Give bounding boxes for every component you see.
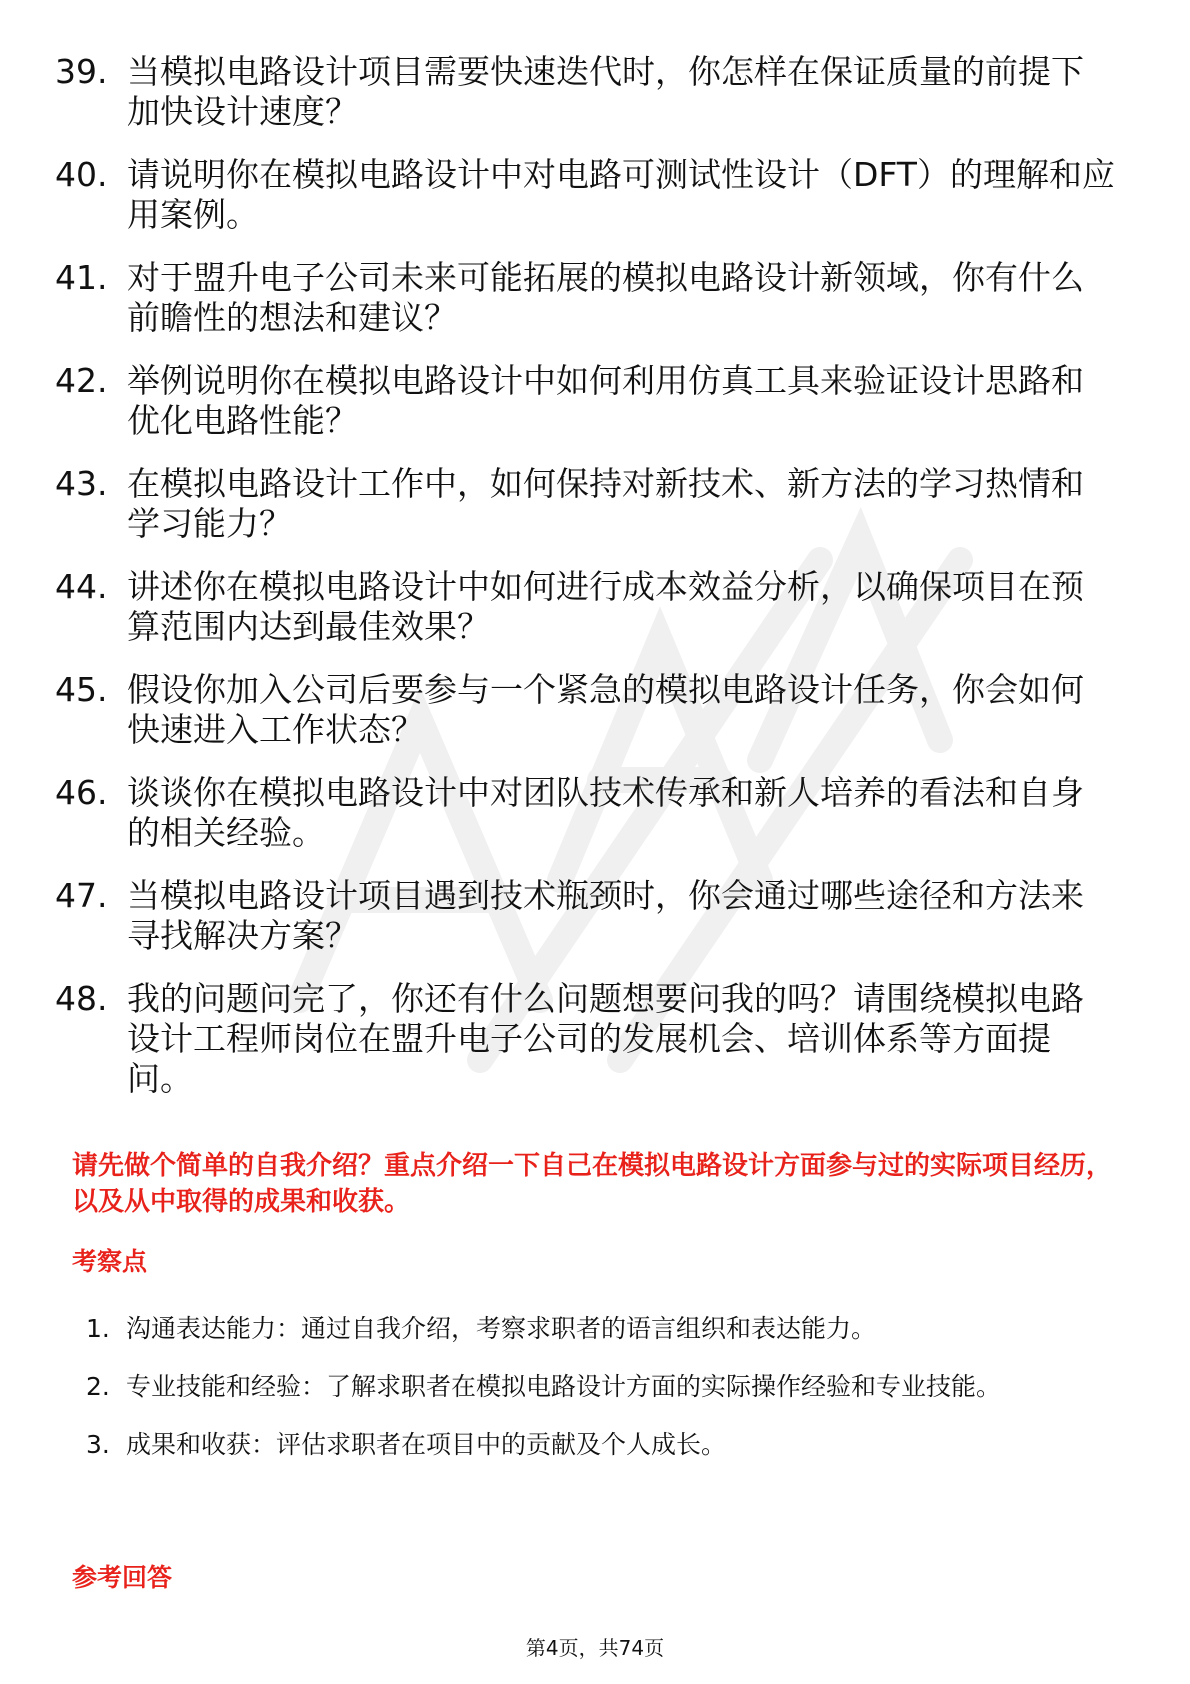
question-number: 42. xyxy=(55,361,108,400)
question-text: 举例说明你在模拟电路设计中如何利用仿真工具来验证设计思路和优化电路性能？ xyxy=(127,361,1084,440)
question-item xyxy=(55,361,1115,441)
question-text: 讲述你在模拟电路设计中如何进行成本效益分析，以确保项目在预算范围内达到最佳效果？ xyxy=(127,567,1084,646)
question-item xyxy=(55,773,1115,853)
question-text: 谈谈你在模拟电路设计中对团队技术传承和新人培养的看法和自身的相关经验。 xyxy=(127,773,1084,852)
point-text: 成果和收获：评估求职者在项目中的贡献及个人成长。 xyxy=(126,1430,727,1459)
question-item xyxy=(55,876,1115,956)
question-text: 当模拟电路设计项目需要快速迭代时，你怎样在保证质量的前提下加快设计速度？ xyxy=(127,52,1084,131)
question-text: 当模拟电路设计项目遇到技术瓶颈时，你会通过哪些途径和方法来寻找解决方案？ xyxy=(127,876,1084,955)
question-list xyxy=(55,52,1115,1122)
question-item xyxy=(55,567,1115,647)
question-item xyxy=(55,258,1115,338)
question-text: 我的问题问完了，你还有什么问题想要问我的吗？请围绕模拟电路设计工程师岗位在盟升电子公司的发展机会、培训体系等方面提问。 xyxy=(127,979,1084,1098)
question-number: 45. xyxy=(55,670,108,709)
question-item xyxy=(55,979,1115,1099)
question-number: 40. xyxy=(55,155,108,194)
question-item xyxy=(55,670,1115,750)
highlight-question: 请先做个简单的自我介绍？重点介绍一下自己在模拟电路设计方面参与过的实际项目经历，以及从中取得的成果和收获。 xyxy=(72,1151,1113,1217)
point-text: 沟通表达能力：通过自我介绍，考察求职者的语言组织和表达能力。 xyxy=(126,1314,877,1343)
question-text: 请说明你在模拟电路设计中对电路可测试性设计（DFT）的理解和应用案例。 xyxy=(127,155,1115,234)
question-number: 48. xyxy=(55,979,108,1018)
page-footer: 第4页，共74页 xyxy=(525,1636,665,1660)
question-number: 46. xyxy=(55,773,108,812)
point-number: 1. xyxy=(86,1314,110,1343)
points-heading: 考察点 xyxy=(72,1247,148,1276)
question-item xyxy=(55,155,1115,235)
evaluation-points-list xyxy=(86,1300,1116,1474)
evaluation-point xyxy=(86,1358,1116,1416)
question-text: 对于盟升电子公司未来可能拓展的模拟电路设计新领域，你有什么前瞻性的想法和建议？ xyxy=(127,258,1084,337)
evaluation-point xyxy=(86,1300,1116,1358)
evaluation-point xyxy=(86,1416,1116,1474)
question-number: 47. xyxy=(55,876,108,915)
question-item xyxy=(55,52,1115,132)
question-item xyxy=(55,464,1115,544)
question-number: 43. xyxy=(55,464,108,503)
point-number: 3. xyxy=(86,1430,110,1459)
question-number: 39. xyxy=(55,52,108,91)
point-number: 2. xyxy=(86,1372,110,1401)
answer-heading: 参考回答 xyxy=(72,1563,173,1592)
question-number: 44. xyxy=(55,567,108,606)
question-number: 41. xyxy=(55,258,108,297)
question-text: 在模拟电路设计工作中，如何保持对新技术、新方法的学习热情和学习能力？ xyxy=(127,464,1084,543)
point-text: 专业技能和经验：了解求职者在模拟电路设计方面的实际操作经验和专业技能。 xyxy=(126,1372,1002,1401)
question-text: 假设你加入公司后要参与一个紧急的模拟电路设计任务，你会如何快速进入工作状态？ xyxy=(127,670,1084,749)
